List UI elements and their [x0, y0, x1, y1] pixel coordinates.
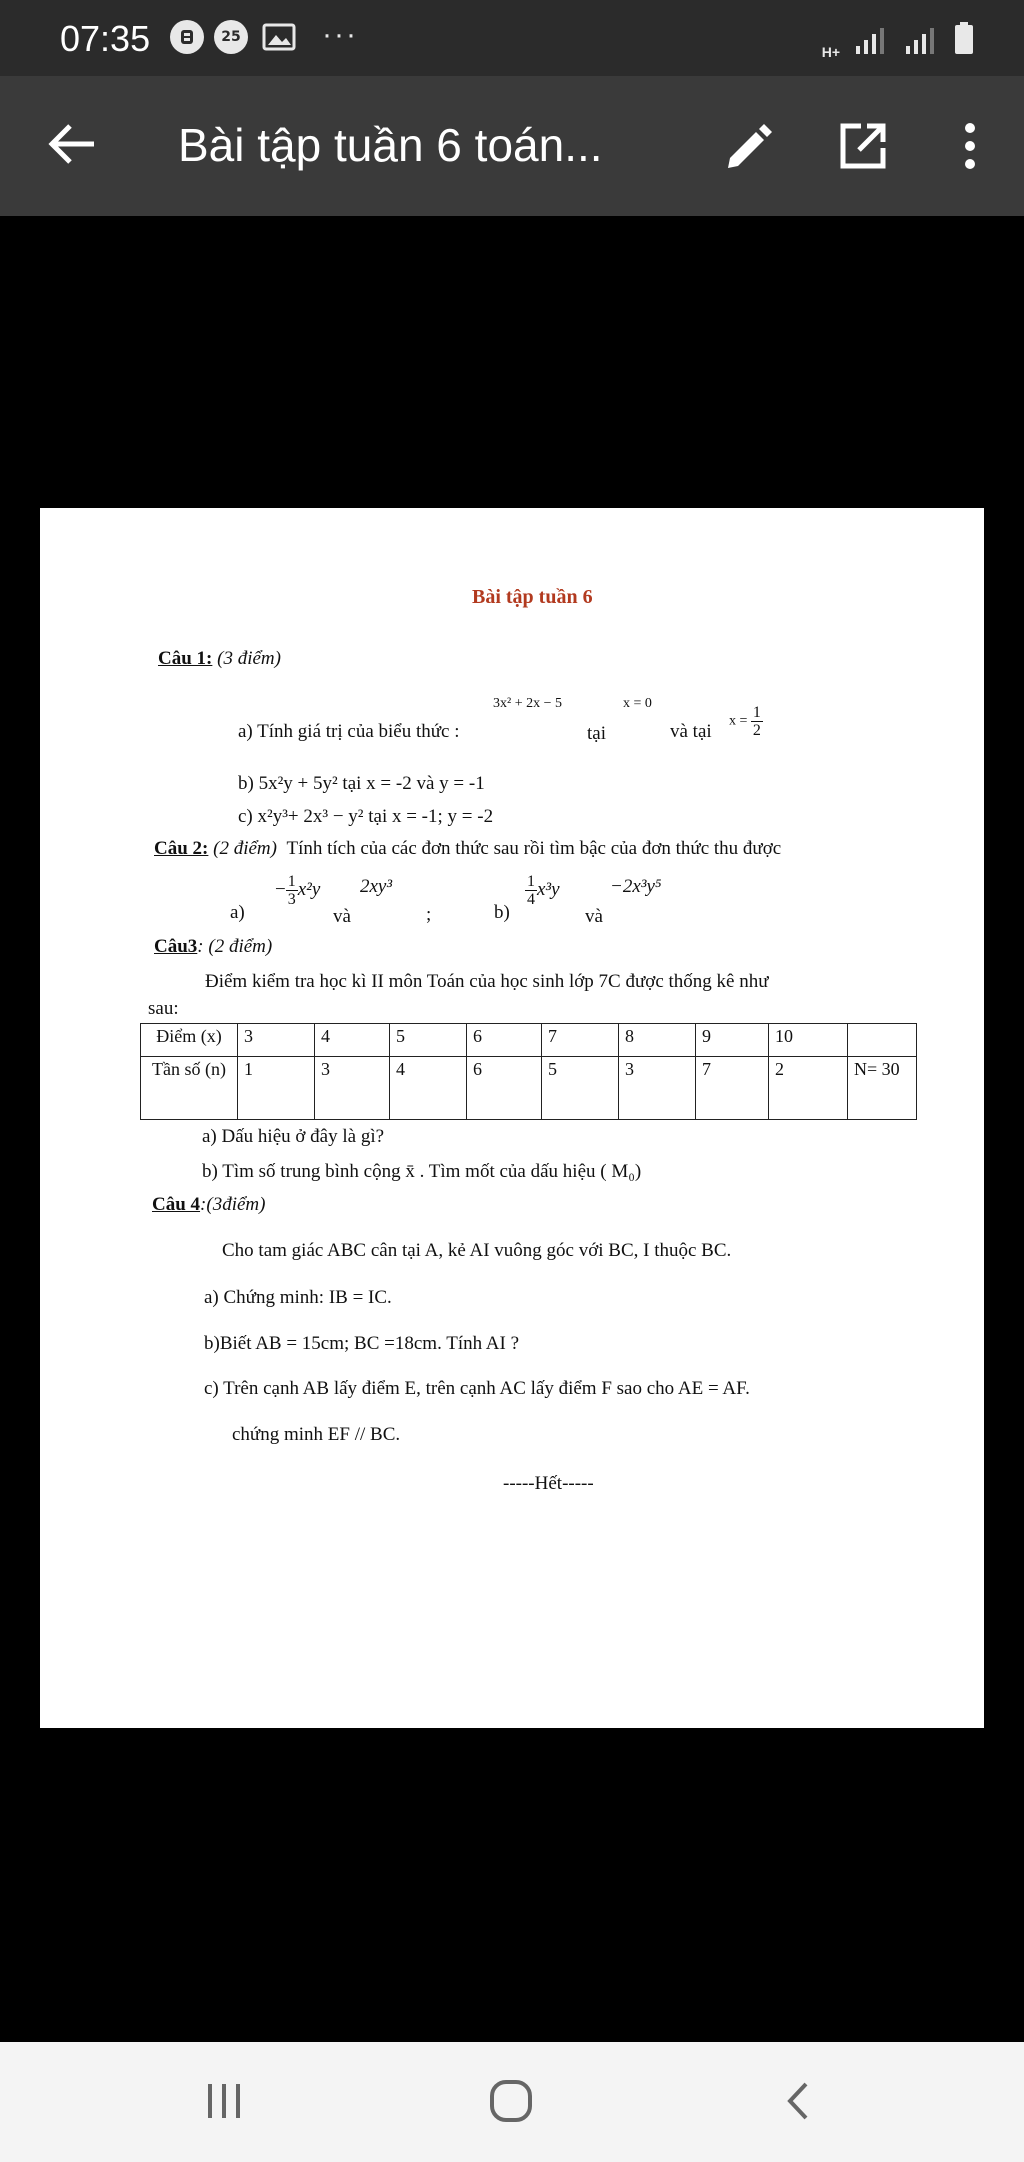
document-title: Bài tập tuần 6 toán... — [178, 119, 603, 171]
network-type-label: H+ — [821, 44, 840, 60]
q3-label: Câu3 — [154, 936, 198, 957]
q1-a-x1-prefix: x = — [729, 713, 748, 729]
q1-header — [158, 648, 281, 670]
table-cell: 3 — [238, 1024, 315, 1057]
status-time: 07:35 — [60, 18, 151, 59]
q2-a-mono2: 2xy³ — [360, 876, 393, 897]
q2-header — [154, 838, 781, 860]
status-bar — [0, 0, 1024, 76]
q4-intro: Cho tam giác ABC cân tại A, kẻ AI vuông góc với BC, I thuộc BC. — [222, 1240, 732, 1261]
q2-a-and: và — [333, 906, 351, 927]
table-cell: N= 30 — [848, 1057, 917, 1120]
table-cell: 2 — [769, 1057, 848, 1120]
open-external-icon[interactable] — [835, 118, 891, 174]
q3-header — [154, 936, 272, 958]
q2-label: Câu 2: — [154, 838, 209, 859]
table-cell: 5 — [390, 1024, 467, 1057]
q3-b: b) Tìm số trung bình cộng x̄ . Tìm mốt của dấu hiệu ( M₀) — [202, 1161, 642, 1182]
q1-c-text: c) x²y³+ 2x³ − y² tại x = -1; y = -2 — [238, 806, 494, 827]
q4-c: c) Trên cạnh AB lấy điểm E, trên cạnh AC lấy điểm F sao cho AE = AF. — [204, 1378, 750, 1399]
q4-b: b)Biết AB = 15cm; BC =18cm. Tính AI ? — [204, 1333, 520, 1354]
image-icon — [262, 22, 296, 57]
table-header-cell: Tần số (n) — [141, 1057, 238, 1120]
q2-a-den: 3 — [287, 891, 296, 908]
q2-a-label: a) — [230, 902, 245, 923]
table-header-cell: Điểm (x) — [141, 1024, 238, 1057]
table-cell — [848, 1024, 917, 1057]
nav-back-icon[interactable] — [782, 2078, 812, 2129]
signal-icon — [854, 28, 890, 59]
q3-points: : (2 điểm) — [197, 936, 273, 957]
back-arrow-icon[interactable] — [48, 114, 98, 174]
notification-25-icon: 25 — [214, 20, 248, 54]
table-cell: 7 — [542, 1024, 619, 1057]
q3-intro: Điểm kiểm tra học kì II môn Toán của học sinh lớp 7C được thống kê như — [205, 971, 769, 992]
q1-a-x1-frac — [751, 704, 763, 739]
q4-c2: chứng minh EF // BC. — [232, 1424, 401, 1445]
q4-label: Câu 4 — [152, 1194, 201, 1215]
edit-pencil-icon[interactable] — [720, 118, 776, 174]
q1-a-x1-num: 1 — [752, 704, 761, 721]
document-page — [40, 508, 984, 1728]
q1-a-x1 — [729, 704, 763, 739]
home-icon[interactable] — [488, 2078, 534, 2129]
q2-b-num: 1 — [527, 873, 535, 890]
q1-a-expr: 3x² + 2x − 5 — [493, 696, 562, 711]
table-cell: 7 — [696, 1057, 769, 1120]
bixby-icon — [170, 20, 204, 54]
q2-b-den: 4 — [527, 891, 535, 908]
q1-points: (3 điểm) — [217, 648, 281, 669]
q3-a: a) Dấu hiệu ở đây là gì? — [202, 1126, 385, 1147]
q1-a-x1-den: 2 — [752, 722, 761, 739]
table-row — [141, 1057, 917, 1120]
q1-a-x0: x = 0 — [623, 696, 652, 711]
table-cell: 3 — [315, 1057, 390, 1120]
table-cell: 9 — [696, 1024, 769, 1057]
signal-icon-2 — [904, 28, 940, 59]
table-cell: 4 — [315, 1024, 390, 1057]
table-cell: 6 — [467, 1024, 542, 1057]
q2-b-and: và — [585, 906, 603, 927]
q2-b-mono2: −2x³y⁵ — [610, 876, 662, 897]
status-right-group — [822, 22, 974, 59]
table-cell: 6 — [467, 1057, 542, 1120]
q1-label: Câu 1: — [158, 648, 213, 669]
q1-a-text: a) Tính giá trị của biểu thức : — [238, 721, 460, 742]
q4-header — [152, 1194, 265, 1216]
table-cell: 10 — [769, 1024, 848, 1057]
q2-b-label: b) — [494, 902, 510, 923]
q4-a: a) Chứng minh: IB = IC. — [204, 1287, 392, 1308]
table-cell: 3 — [619, 1057, 696, 1120]
q3-intro2: sau: — [148, 998, 179, 1019]
q2-a-frac — [286, 873, 298, 908]
q2-b-mono-text: x³y — [537, 878, 560, 900]
table-cell: 4 — [390, 1057, 467, 1120]
doc-end: -----Hết----- — [503, 1473, 594, 1494]
navigation-bar — [0, 2042, 1024, 2162]
frequency-table — [140, 1023, 917, 1120]
q2-sep: ; — [426, 904, 432, 925]
table-cell: 8 — [619, 1024, 696, 1057]
more-vert-icon[interactable] — [942, 118, 998, 174]
table-cell: 1 — [238, 1057, 315, 1120]
table-row — [141, 1024, 917, 1057]
q2-b-mono — [525, 873, 560, 908]
q2-b-frac — [525, 873, 537, 908]
q1-a-and: và tại — [670, 721, 712, 742]
q2-a-mono: − $\frac{1}{3}$ x²y — [275, 873, 321, 908]
q2-points: (2 điểm) — [213, 838, 277, 859]
q1-b-text: b) 5x²y + 5y² tại x = -2 và y = -1 — [238, 773, 485, 794]
q1-a-at: tại — [587, 723, 606, 744]
q4-points: :(3điểm) — [200, 1194, 266, 1215]
app-bar — [0, 76, 1024, 216]
table-cell: 5 — [542, 1057, 619, 1120]
q2-a-mono-text: x²y — [297, 878, 321, 900]
q2-a-num: 1 — [287, 873, 296, 890]
recent-apps-icon[interactable] — [204, 2078, 244, 2129]
more-dots-icon: ··· — [322, 18, 358, 51]
q2-text: Tính tích của các đơn thức sau rồi tìm bậc của đơn thức thu được — [286, 838, 782, 859]
doc-heading: Bài tập tuần 6 — [472, 586, 593, 608]
battery-icon — [954, 22, 974, 59]
